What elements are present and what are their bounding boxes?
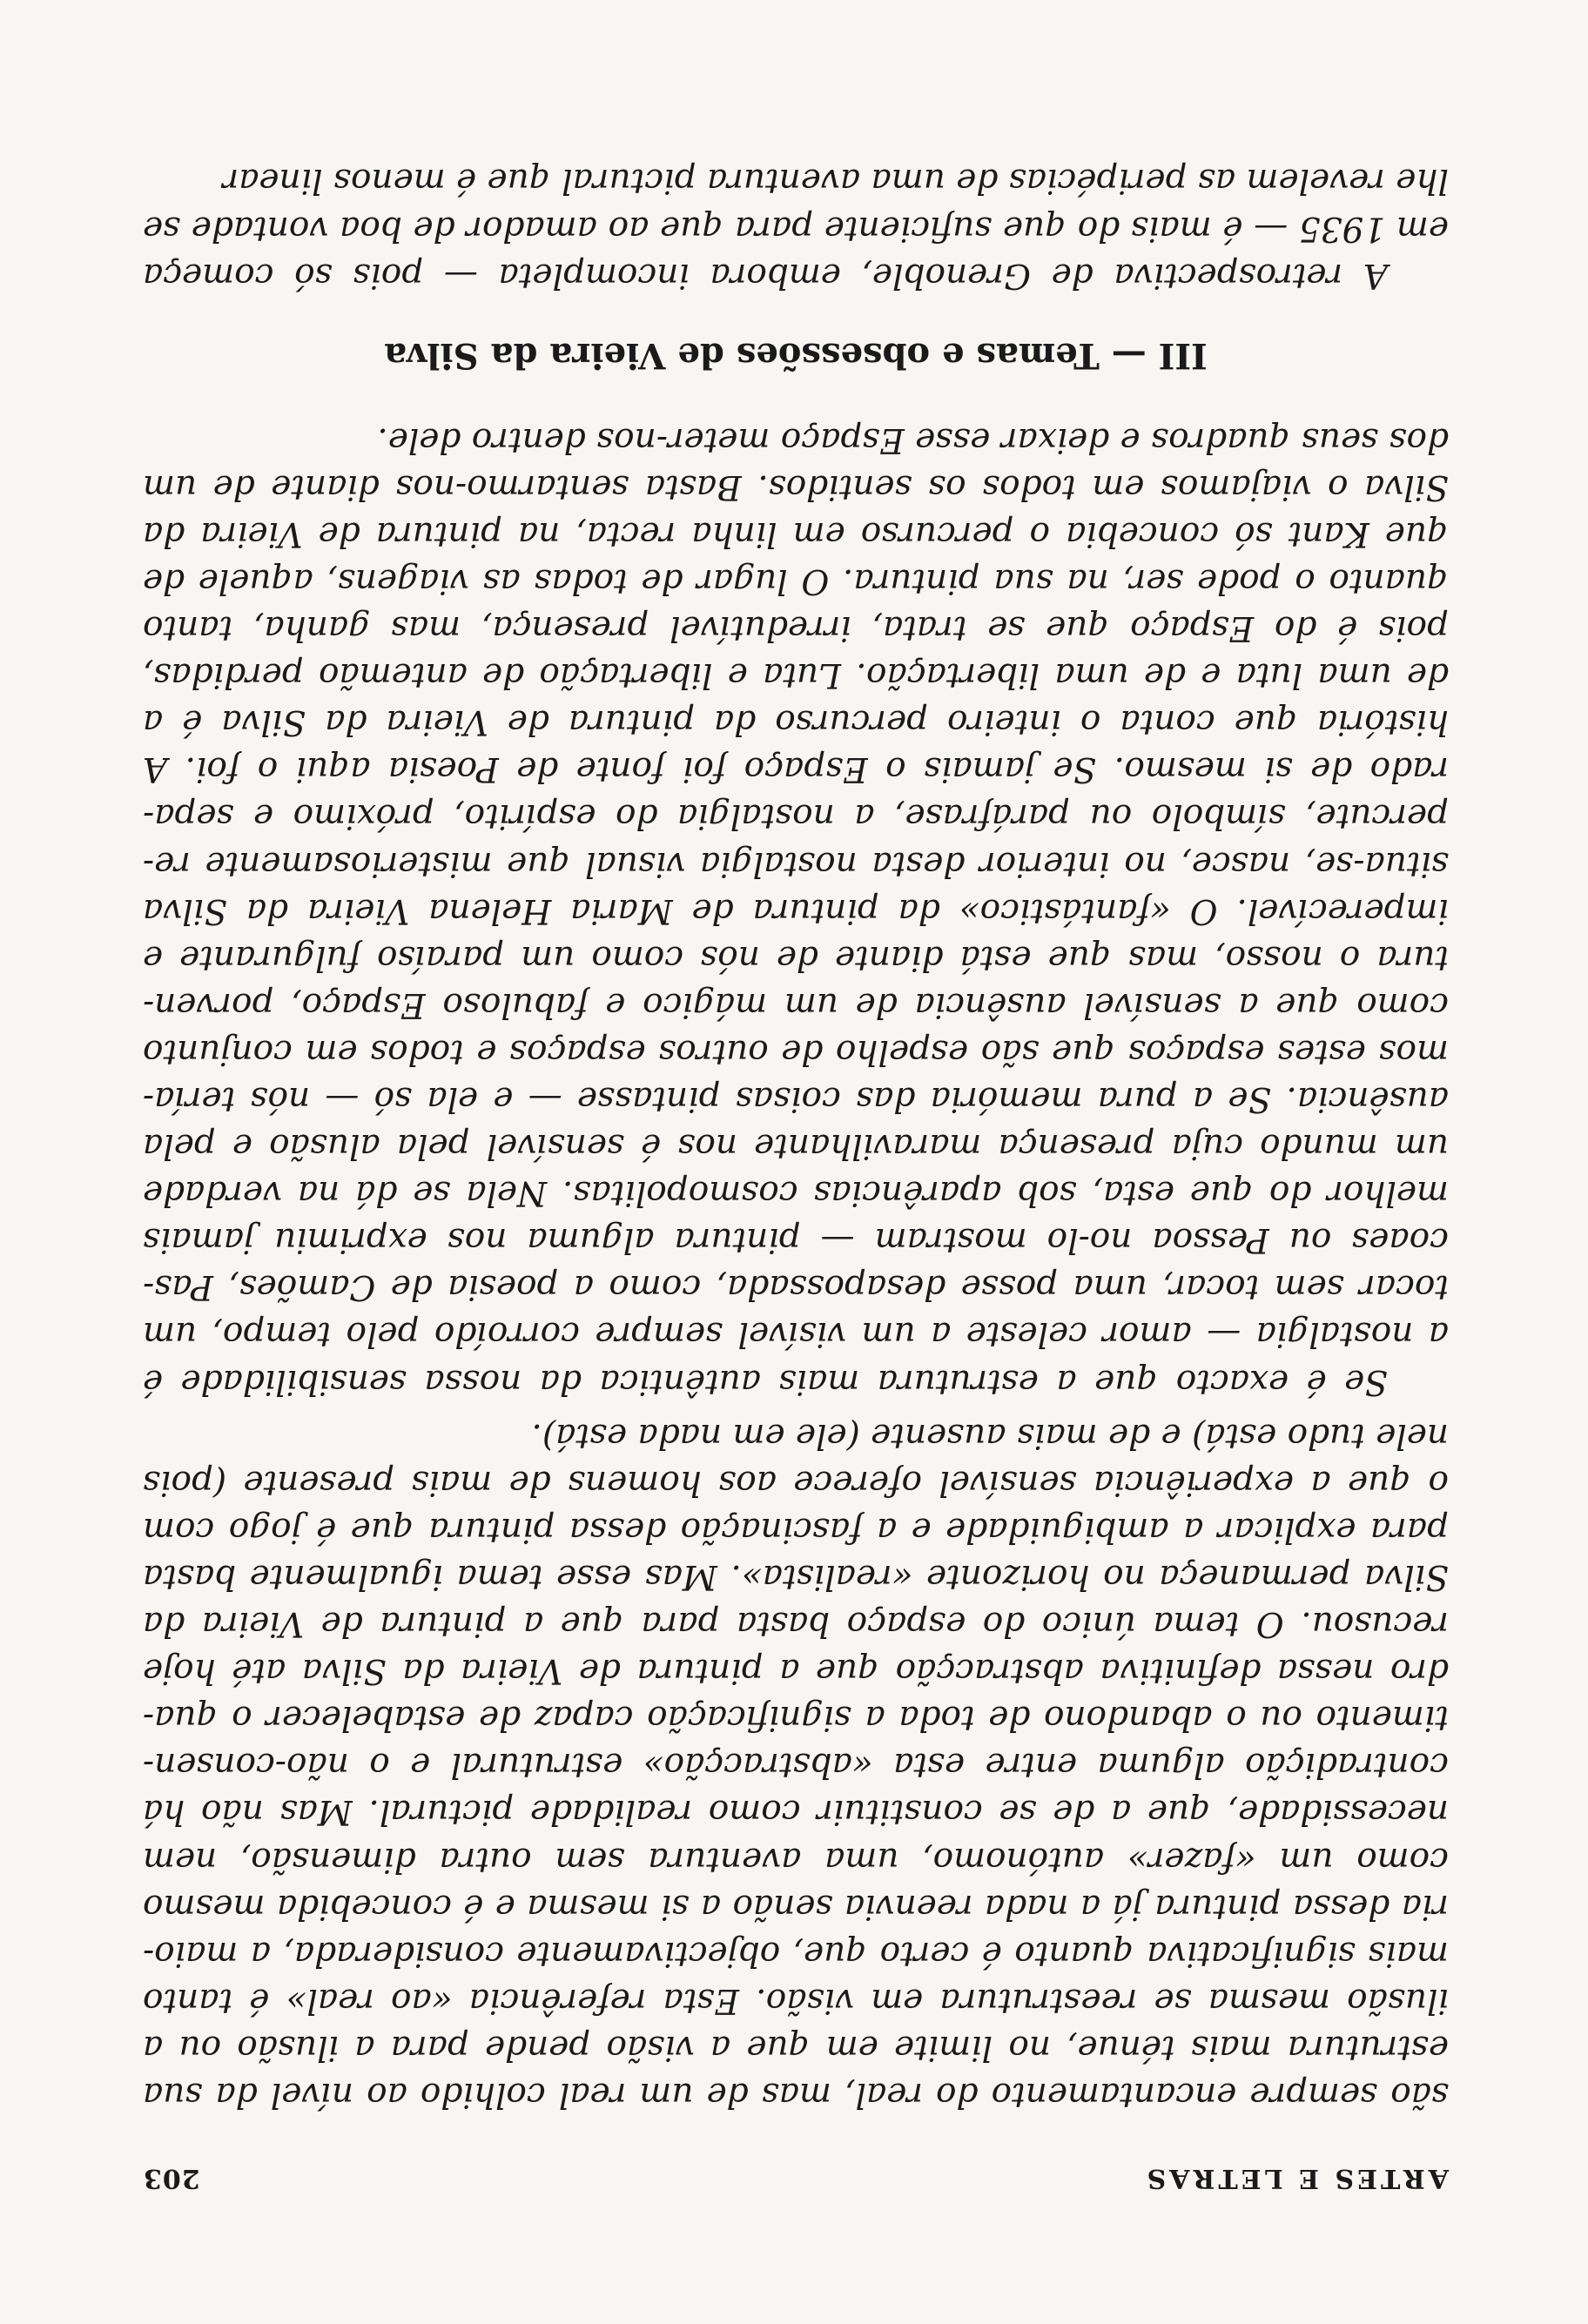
text-line: a nostalgia — amor celeste a um visível sempre corroído pelo tempo, um — [143, 1314, 1449, 1354]
text-line: Se é exacto que a estrutura mais autêntica da nossa sensibilidade é — [143, 1361, 1388, 1401]
text-line: dro nessa definitiva abstracção que a pintura de Vieira da Silva até hoje — [143, 1651, 1449, 1691]
text-line: ria dessa pintura já a nada reenvia senão a si mesma e é concebida mesmo — [143, 1886, 1449, 1926]
text-line: que Kant só concebia o percurso em linha recta, na pintura de Vieira da — [143, 514, 1449, 554]
text-line: pois é do Espaço que se trata, irredutível presença, mas ganha, tanto — [143, 608, 1449, 648]
text-line: situa-se, nasce, no interior desta nostalgia visual que misteriosamente re- — [143, 843, 1449, 883]
text-line: rado de si mesmo. Se jamais o Espaço foi fonte de Poesia aqui o foi. A — [143, 749, 1449, 789]
closing-paragraph — [143, 157, 1449, 298]
text-line: nele tudo está) e de mais ausente (ele em nada está). — [531, 1415, 1449, 1455]
text-line: como que a sensível ausência de um mágico e fabuloso Espaço, porven- — [143, 984, 1449, 1024]
section-heading: III — Temas e obsessões de Vieira da Silva — [384, 334, 1208, 376]
text-line: tocar sem tocar, uma posse desapossada, como a poesia de Camões, Pas- — [143, 1267, 1449, 1307]
text-line: imperecível. O «fantástico» da pintura de Maria Helena Vieira da Silva — [143, 890, 1449, 930]
body-paragraph-1 — [143, 1412, 1449, 2118]
text-line: em 1935 — é mais do que suficiente para que ao amador de boa vontade se — [143, 208, 1449, 248]
text-line: de uma luta e de uma libertação. Luta e libertação de antemão perdidas, — [143, 655, 1449, 695]
text-line: recusou. O tema único do espaço basta para que a pintura de Vieira da — [143, 1604, 1449, 1644]
page-content — [143, 157, 1449, 2193]
text-line: tura o nosso, mas que está diante de nós como um paraíso fulgurante e — [143, 937, 1449, 977]
text-line: Silva o viajamos em todos os sentidos. Basta sentarmo-nos diante de um — [143, 467, 1449, 507]
text-line: o que a experiência sensível oferece aos homens de mais presente (pois — [143, 1462, 1449, 1502]
text-line: como um «fazer» autónomo, uma aventura sem outra dimensão, nem — [143, 1839, 1449, 1879]
text-line: contradição alguma entre esta «abstracção» estrutural e o não-consen- — [143, 1745, 1449, 1785]
text-line: mais significativa quanto é certo que, objectivamente considerada, a maio- — [143, 1933, 1449, 1973]
text-line: estrutura mais ténue, no limite em que a visão pende para a ilusão ou a — [143, 2027, 1449, 2067]
text-line: melhor do que esta, sob aparências cosmopolitas. Nela se dá na verdade — [143, 1173, 1449, 1213]
text-line: um mundo cuja presença maravilhante nos é sensível pela alusão e pela — [143, 1126, 1449, 1166]
text-line: Silva permaneça no horizonte «realista». Mas esse tema igualmente basta — [143, 1556, 1449, 1596]
text-line: percute, símbolo ou paráfrase, a nostalgia do espírito, próximo e sepa- — [143, 796, 1449, 836]
text-line: coaes ou Pessoa no-lo mostram — pintura alguma nos exprimiu jamais — [143, 1220, 1449, 1260]
text-line: história que conta o inteiro percurso da pintura de Vieira da Silva é a — [143, 702, 1449, 742]
text-line: necessidade, que a de se constituir como realidade pictural. Mas não há — [143, 1792, 1449, 1832]
page-number: 203 — [143, 2163, 200, 2193]
text-line: são sempre encantamento do real, mas de um real colhido ao nível da sua — [143, 2075, 1449, 2114]
text-line: mos estes espaços que são espelho de outros espaços e todos em conjunto — [143, 1031, 1449, 1071]
body-paragraph-2 — [143, 416, 1449, 1405]
text-line: quanto o pode ser, na sua pintura. O lugar de todas as viagens, aquele de — [143, 561, 1449, 601]
text-line: ausência. Se a pura memória das coisas pintasse — e ela só — nós tería- — [143, 1079, 1449, 1119]
running-head — [143, 2163, 1449, 2193]
text-line: dos seus quadros e deixar esse Espaço meter-nos dentro dele. — [377, 420, 1449, 460]
running-head-title: ARTES E LETRAS — [1143, 2163, 1449, 2193]
text-line: ilusão mesma se reestrutura em visão. Esta referência «ao real» é tanto — [143, 1980, 1449, 2020]
text-line: A retrospectiva de Grenoble, embora incompleta — pois só começa — [143, 255, 1388, 295]
text-line: para explicar a ambiguidade e a fascinação dessa pintura que é jogo com — [143, 1509, 1449, 1549]
text-line: timento ou o abandono de toda a significação capaz de estabelecer o qua- — [143, 1698, 1449, 1738]
text-line: lhe revelem as peripécias de uma aventura pictural que é menos linear — [222, 161, 1449, 201]
